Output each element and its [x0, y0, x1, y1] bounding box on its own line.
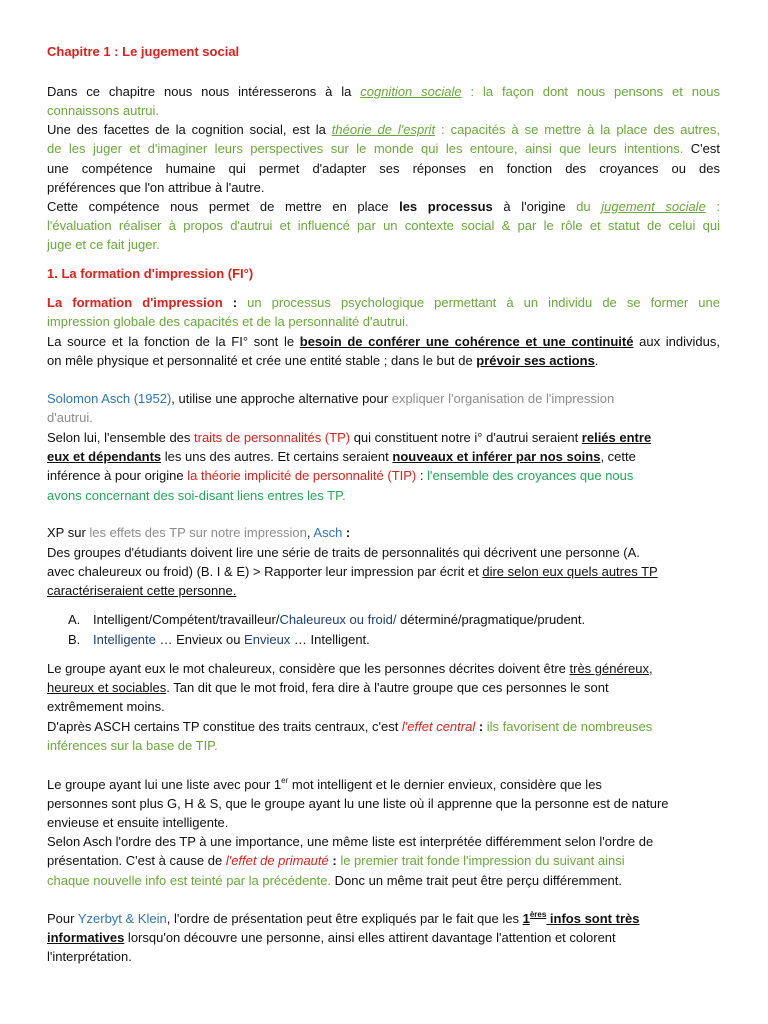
list-marker-a: A. [68, 612, 81, 627]
intro-line-9: juge et ce fait juger. [47, 237, 160, 252]
xp-line-2: Des groupes d'étudiants doivent lire une série de traits de personnalités qui décrivent une personne (A. [47, 545, 640, 560]
asch-line-4: eux et dépendants les uns des autres. Et certains seraient nouveaux et inférer par nos soins, cette [47, 449, 636, 464]
asch-line-1: Solomon Asch (1952), utilise une approche alternative pour expliquer l'organisation de l'impression [47, 391, 615, 406]
xp-line-1: XP sur les effets des TP sur notre impression, Asch : [47, 525, 351, 540]
intro-line-2: connaissons autrui. [47, 103, 160, 118]
groupe2-line-6: chaque nouvelle info est teinté par la précédente. Donc un même trait peut être perçu différemment. [47, 873, 622, 888]
author-asch: Asch [313, 525, 343, 540]
fi-line-3: La source et la fonction de la FI° sont le besoin de conférer une cohérence et une continuité aux individus, [47, 334, 720, 349]
groupe2-line-3: envieuse et ensuite intelligente. [47, 815, 229, 830]
groupe1-line-4: D'après ASCH certains TP constitue des traits centraux, c'est l'effet central : ils favorisent de nombreuses [47, 719, 653, 734]
groupe1-line-1: Le groupe ayant eux le mot chaleureux, considère que les personnes décrites doivent être très généreux, [47, 661, 653, 676]
groupe2-line-4: Selon Asch l'ordre des TP à une importance, une même liste est interprétée différemment selon l'ordre de [47, 834, 654, 849]
intro-line-4: de les juger et d'imaginer leurs perspectives sur le monde qui les entoure, ainsi que leurs intentions. C'est [47, 141, 720, 156]
groupe2-line-5: présentation. C'est à cause de l'effet de primauté : le premier trait fonde l'impression du suivant ainsi [47, 853, 625, 868]
asch-line-5: inférence à pour origine la théorie implicité de personnalité (TIP) : l'ensemble des croyances que nous [47, 468, 634, 483]
groupe2-line-2: personnes sont plus G, H & S, que le groupe ayant lu une liste où il apprenne que la personne est de nature [47, 796, 669, 811]
asch-line-6: avons concernant des soi-disant liens entres les TP. [47, 488, 346, 503]
fi-line-2: impression globale des capacités et de la personnalité d'autrui. [47, 314, 409, 329]
author-yzerbyt-klein: Yzerbyt & Klein [77, 911, 167, 926]
groupe2-line-1: Le groupe ayant lui une liste avec pour 1er mot intelligent et le dernier envieux, considère que les [47, 776, 602, 792]
term-jugement-sociale: jugement sociale [601, 199, 706, 214]
term-cognition-sociale: cognition sociale [360, 84, 462, 99]
list-marker-b: B. [68, 632, 81, 647]
intro-line-3: Une des facettes de la cognition social, est la théorie de l'esprit : capacités à se mettre à la place des autres, [47, 122, 720, 137]
groupe1-line-3: extrêmement moins. [47, 699, 165, 714]
xp-line-3: avec chaleureux ou froid) (B. I & E) > Rapporter leur impression par écrit et dire selon eux quels autres TP [47, 564, 658, 579]
yzerbyt-line-2: informatives lorsqu'on découvre une personne, ainsi elles attirent davantage l'attention et colorent [47, 930, 616, 945]
intro-line-6: préférences que l'on attribue à l'autre. [47, 180, 265, 195]
groupe1-line-2: heureux et sociables. Tan dit que le mot froid, fera dire à l'autre groupe que ces personnes le sont [47, 680, 609, 695]
intro-line-1: Dans ce chapitre nous nous intéresserons à la cognition sociale : la façon dont nous pensons et nous [47, 84, 720, 99]
chapter-title: Chapitre 1 : Le jugement social [47, 44, 240, 59]
groupe1-line-5: inférences sur la base de TIP. [47, 738, 218, 753]
fi-line-4: on mêle physique et personnalité et crée une entité stable ; dans le but de prévoir ses actions. [47, 353, 599, 368]
section-1-heading: 1. La formation d'impression (FI°) [47, 266, 254, 281]
intro-line-7: Cette compétence nous permet de mettre en place les processus à l'origine du jugement sociale : [47, 199, 721, 214]
intro-line-8: l'évaluation réaliser à propos d'autrui et influencé par un contexte social & par le rôle et statut de celui qui [47, 218, 720, 233]
list-item-a: Intelligent/Compétent/travailleur/Chaleureux ou froid/ déterminé/pragmatique/prudent. [93, 612, 586, 627]
intro-line-5: une compétence humaine qui permet d'adapter ses réponses en fonction des croyances ou des [47, 161, 720, 176]
author-solomon-asch: Solomon Asch (1952) [47, 391, 172, 406]
term-theorie-esprit: théorie de l'esprit [331, 122, 436, 137]
xp-line-4: caractériseraient cette personne. [47, 583, 237, 598]
yzerbyt-line-3: l'interprétation. [47, 949, 132, 964]
asch-line-2: d'autrui. [47, 410, 93, 425]
list-item-b: Intelligente … Envieux ou Envieux … Intelligent. [93, 632, 370, 647]
fi-line-1: La formation d'impression : un processus psychologique permettant à un individu de se former une [47, 295, 720, 310]
asch-line-3: Selon lui, l'ensemble des traits de personnalités (TP) qui constituent notre i° d'autrui seraient reliés entre [47, 430, 652, 445]
yzerbyt-line-1: Pour Yzerbyt & Klein, l'ordre de présentation peut être expliqués par le fait que les 1ères infos sont très [47, 910, 640, 926]
